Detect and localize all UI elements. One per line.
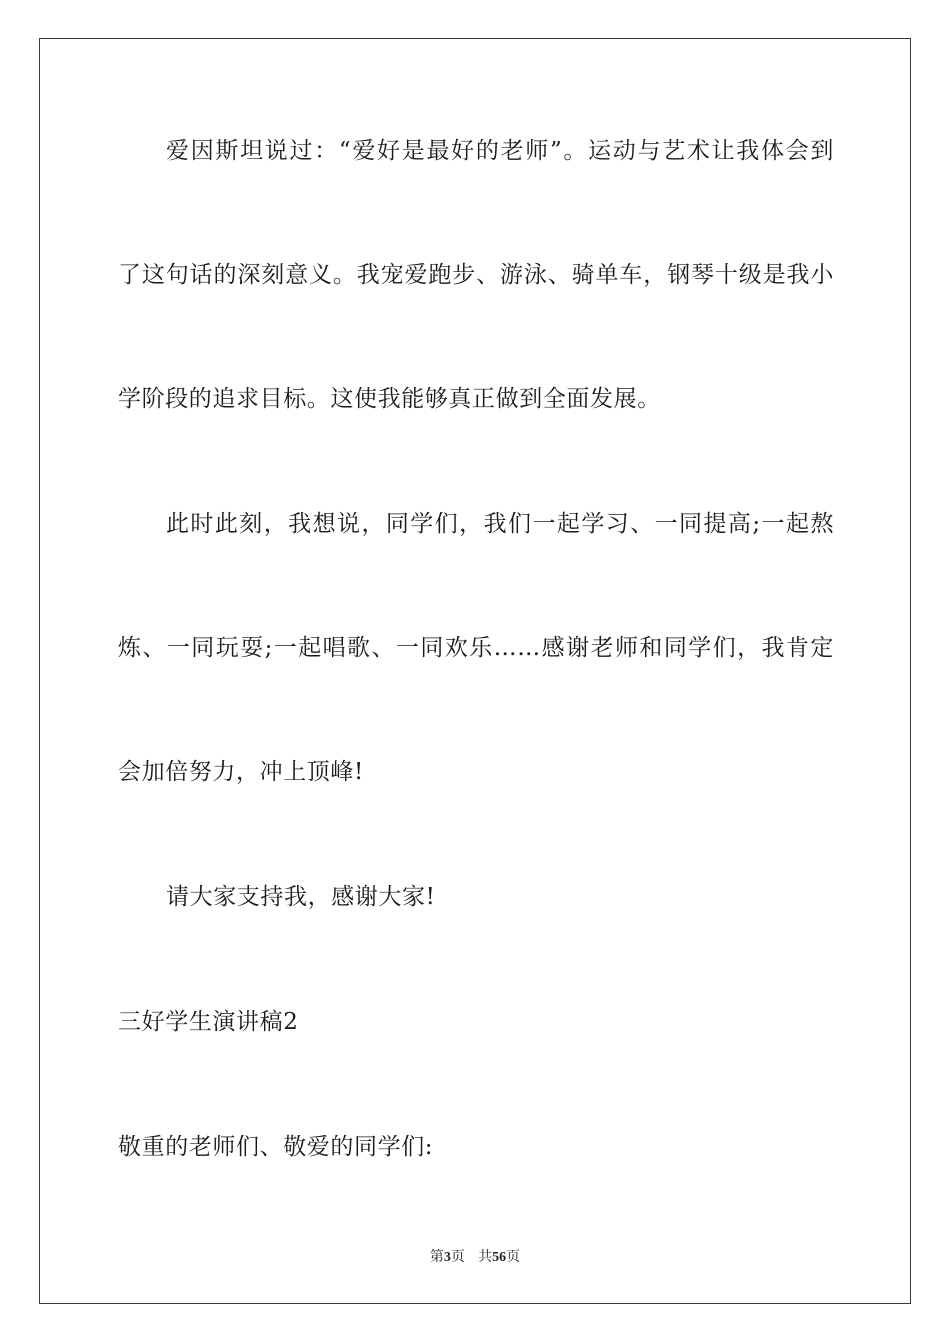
- paragraph-line: 爱因斯坦说过：“爱好是最好的老师”。运动与艺术让我体会到: [166, 138, 834, 164]
- total-page-count: 56: [492, 1250, 507, 1265]
- page-footer: [0, 1248, 950, 1267]
- paragraph-line: 会加倍努力，冲上顶峰!: [118, 759, 364, 785]
- current-page-number: 3: [443, 1250, 451, 1265]
- paragraph-line: 炼、一同玩耍;一起唱歌、一同欢乐……感谢老师和同学们，我肯定: [118, 635, 834, 661]
- paragraph-line: 学阶段的追求目标。这使我能够真正做到全面发展。: [118, 386, 661, 412]
- footer-total-suffix: 页: [506, 1249, 521, 1265]
- paragraph-line: 请大家支持我，感谢大家!: [166, 884, 436, 910]
- footer-prefix: 第: [429, 1249, 444, 1265]
- section-heading: 三好学生演讲稿2: [118, 1009, 299, 1035]
- paragraph-line: 了这句话的深刻意义。我宠爱跑步、游泳、骑单车，钢琴十级是我小: [118, 262, 834, 288]
- footer-page-suffix: 页: [450, 1249, 465, 1265]
- paragraph-line: 此时此刻，我想说，同学们，我们一起学习、一同提高;一起熬: [166, 511, 834, 537]
- page-border: [39, 38, 911, 1304]
- footer-total-prefix: 共: [478, 1249, 493, 1265]
- salutation-line: 敬重的老师们、敬爱的同学们:: [118, 1134, 434, 1160]
